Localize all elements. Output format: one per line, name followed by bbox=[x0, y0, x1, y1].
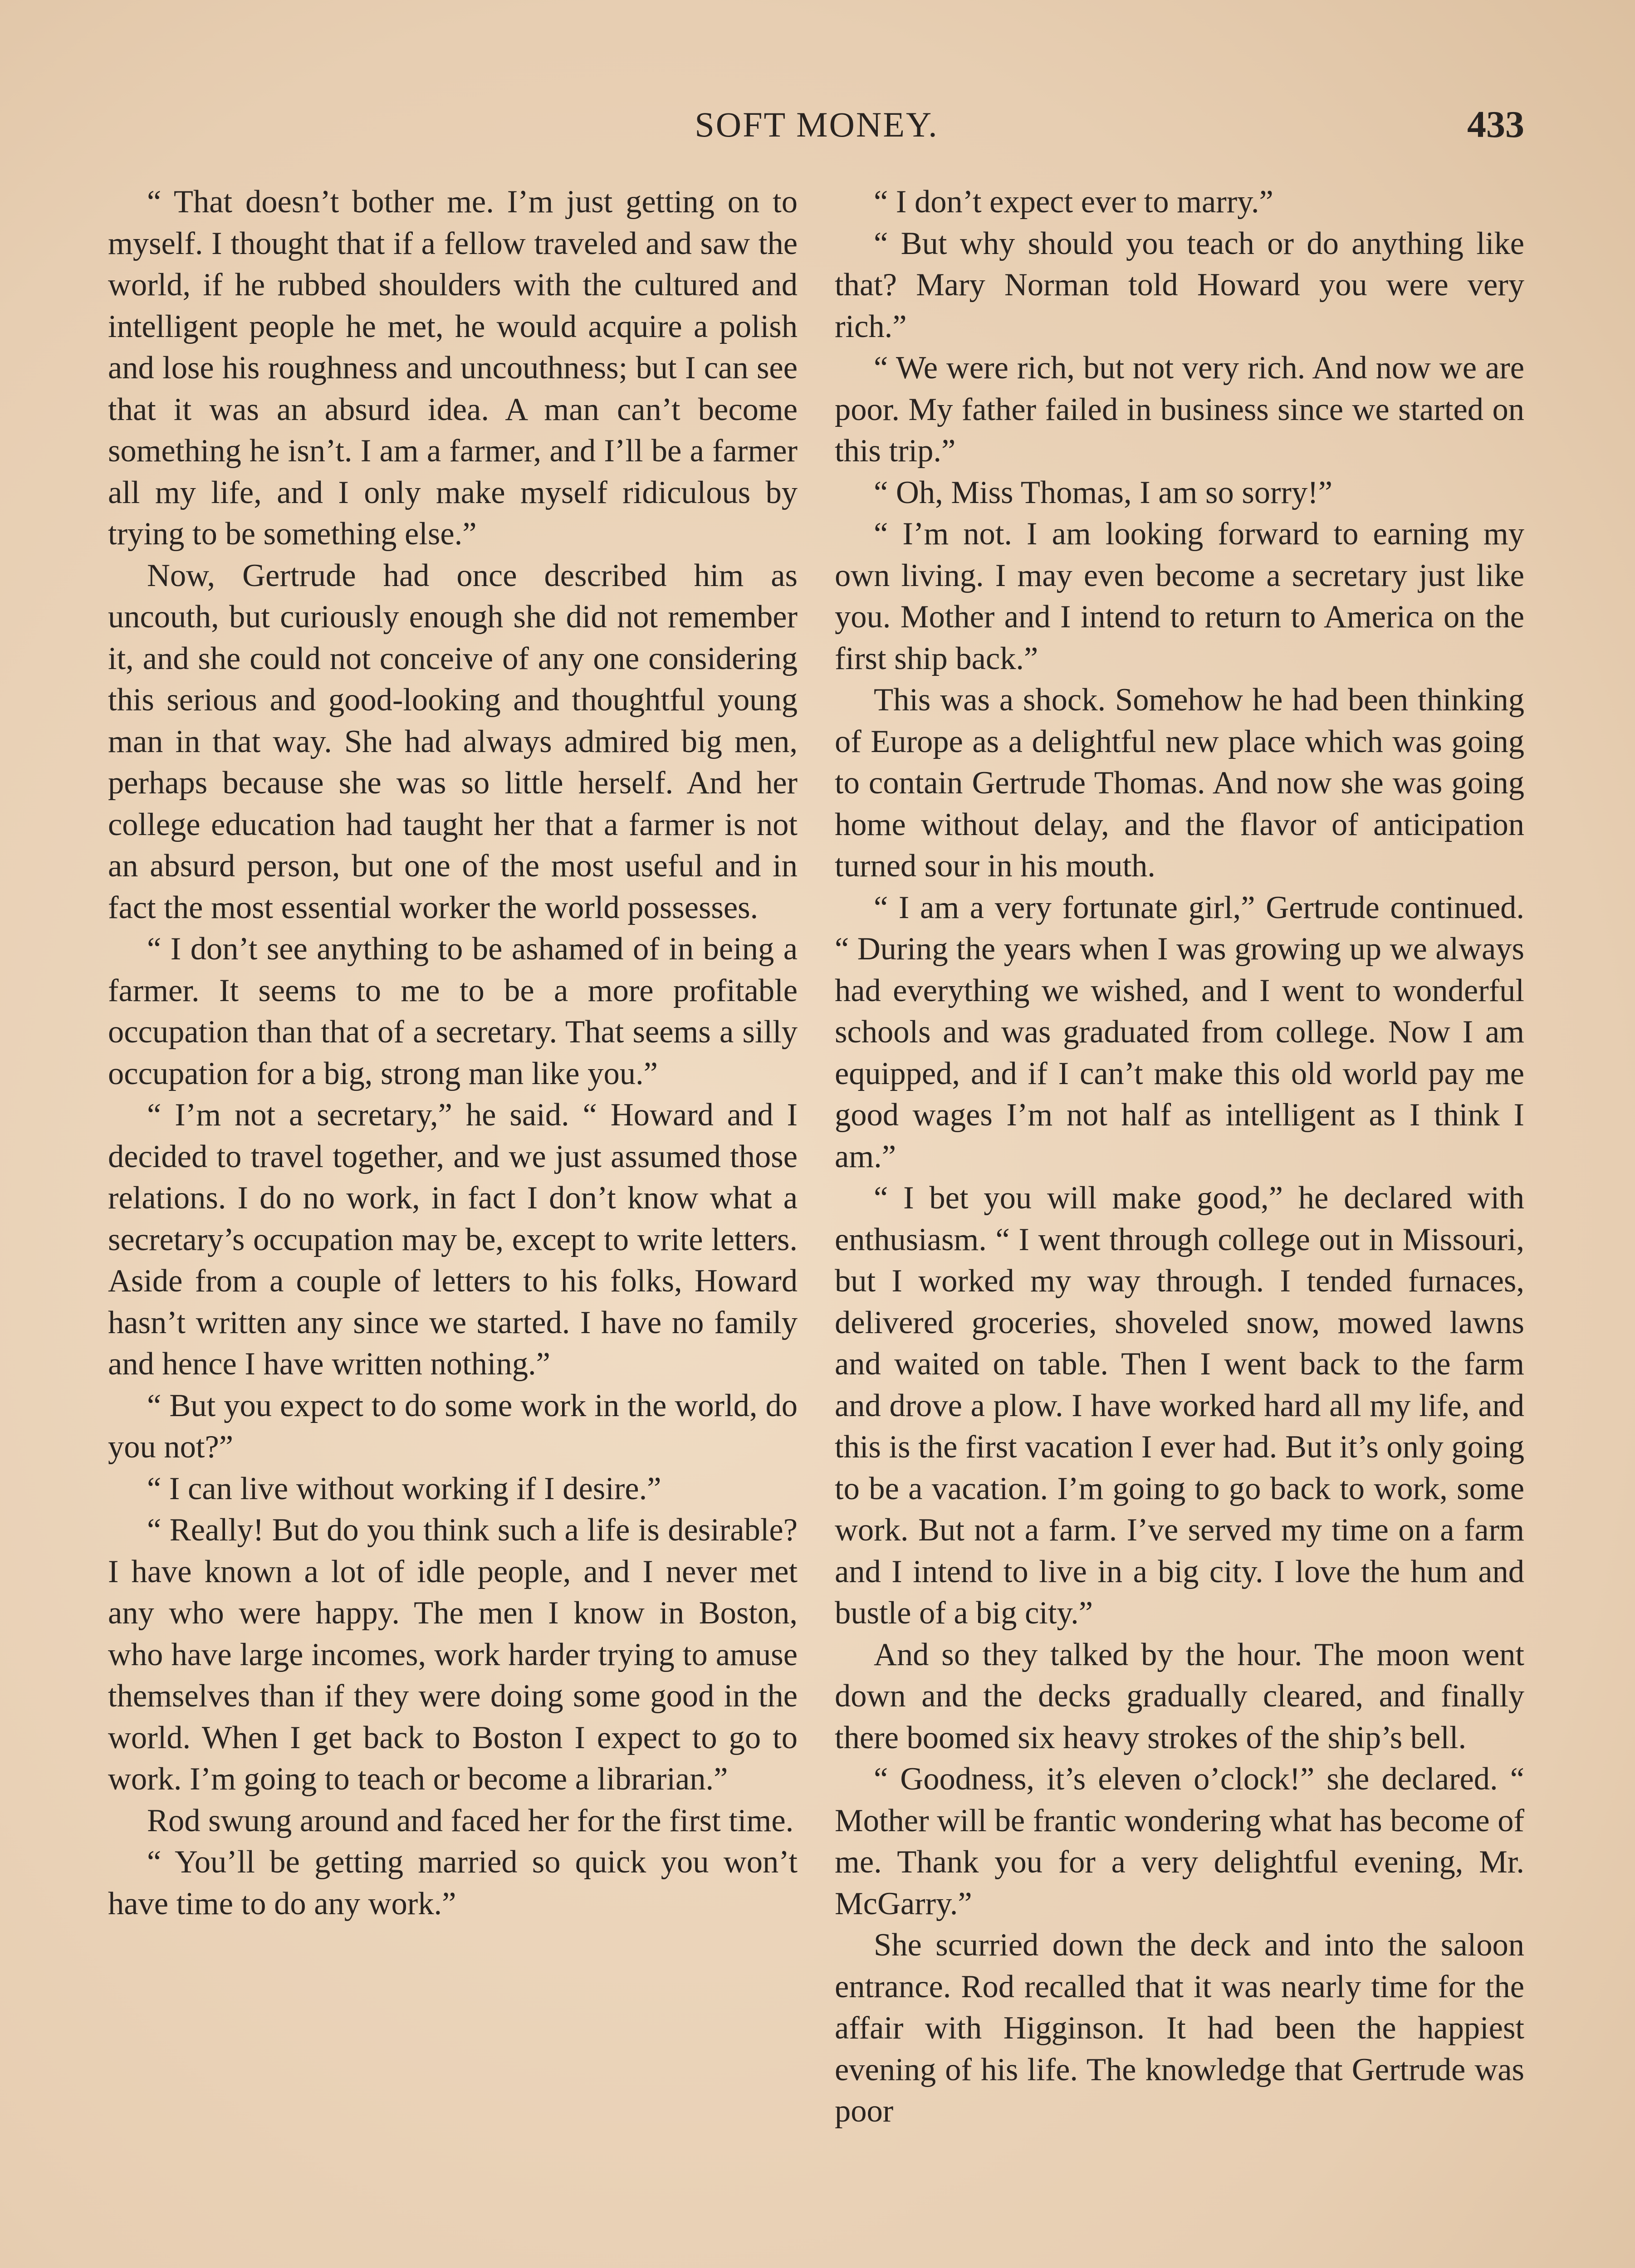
paragraph: “ I’m not a secretary,” he said. “ Howard and I decided to travel together, and we just assumed those relations. I do no work, in fact I don’t know what a secretary’s occupation may be, except to write letters. Aside from a couple of letters to his folks, Howard hasn’t written any since we started. I have no family and hence I have written nothing.” bbox=[108, 1097, 798, 1382]
paragraph: This was a shock. Somehow he had been thinking of Europe as a delightful new place which was going to contain Gertrude Thomas. And now she was going home without delay, and the flavor of anticipation turned sour in his mouth. bbox=[835, 682, 1524, 884]
paragraph: “ We were rich, but not very rich. And now we are poor. My father failed in business since we started on this trip.” bbox=[835, 350, 1524, 469]
paragraph: “ I can live without working if I desire.” bbox=[147, 1471, 661, 1506]
paragraph: “ Oh, Miss Thomas, I am so sorry!” bbox=[874, 474, 1333, 510]
left-column bbox=[108, 181, 798, 1925]
paragraph: “ Goodness, it’s eleven o’clock!” she declared. “ Mother will be frantic wondering what has become of me. Thank you for a very delightful evening, Mr. McGarry.” bbox=[835, 1761, 1524, 1921]
paragraph: Now, Gertrude had once described him as uncouth, but curiously enough she did not remember it, and she could not conceive of any one considering this serious and good-looking and thoughtful young man in that way. She had always admired big men, perhaps because she was so little herself. And her college education had taught her that a farmer is not an absurd person, but one of the most useful and in fact the most essential worker the world possesses. bbox=[108, 557, 798, 925]
paragraph: “ But you expect to do some work in the world, do you not?” bbox=[108, 1388, 798, 1465]
paragraph: “ I bet you will make good,” he declared with enthusiasm. “ I went through college out in Missouri, but I worked my way through. I tended furnaces, delivered groceries, shoveled snow, mowed lawns and waited on table. Then I went back to the farm and drove a plow. I have worked hard all my life, and this is the first vacation I ever had. But it’s only going to be a vacation. I’m going to go back to work, some work. But not a farm. I’ve served my time on a farm and I intend to live in a big city. I love the hum and bustle of a big city.” bbox=[835, 1180, 1524, 1631]
paragraph: “ I’m not. I am looking forward to earning my own living. I may even become a secretary just like you. Mother and I intend to return to America on the first ship back.” bbox=[835, 516, 1524, 676]
page-header bbox=[109, 98, 1524, 152]
paragraph: Rod swung around and faced her for the first time. bbox=[147, 1803, 794, 1838]
paragraph: “ I don’t expect ever to marry.” bbox=[874, 184, 1273, 220]
paragraph: “ You’ll be getting married so quick you won’t have time to do any work.” bbox=[108, 1844, 798, 1921]
paragraph: She scurried down the deck and into the saloon entrance. Rod recalled that it was nearly time for the affair with Higginson. It had been the happiest evening of his life. The knowledge that Gertrude was poor bbox=[835, 1927, 1524, 2129]
paragraph: And so they talked by the hour. The moon went down and the decks gradually cleared, and finally there boomed six heavy strokes of the ship’s bell. bbox=[835, 1637, 1524, 1755]
paragraph: “ But why should you teach or do anything like that? Mary Norman told Howard you were very rich.” bbox=[835, 225, 1524, 344]
paragraph: “ That doesn’t bother me. I’m just getting on to myself. I thought that if a fellow traveled and saw the world, if he rubbed shoulders with the cultured and intelligent people he met, he would acquire a polish and lose his roughness and uncouthness; but I can see that it was an absurd idea. A man can’t become something he isn’t. I am a farmer, and I’ll be a farmer all my life, and I only make myself ridiculous by trying to be something else.” bbox=[108, 184, 798, 552]
paragraph: “ I don’t see anything to be ashamed of in being a farmer. It seems to me to be a more profitable occupation than that of a secretary. That seems a silly occupation for a big, strong man like you.” bbox=[108, 931, 798, 1091]
running-title: SOFT MONEY. bbox=[695, 105, 939, 144]
paragraph: “ Really! But do you think such a life is desirable? I have known a lot of idle people, and I never met any who were happy. The men I know in Boston, who have large incomes, work harder trying to amuse themselves than if they were doing some good in the world. When I get back to Boston I expect to go to work. I’m going to teach or become a librarian.” bbox=[108, 1512, 798, 1797]
paragraph: “ I am a very fortunate girl,” Gertrude continued. “ During the years when I was growing up we always had everything we wished, and I went to wonderful schools and was graduated from college. Now I am equipped, and if I can’t make this old world pay me good wages I’m not half as intelligent as I think I am.” bbox=[835, 890, 1524, 1174]
page-number: 433 bbox=[1467, 103, 1524, 146]
right-column bbox=[835, 181, 1524, 2132]
